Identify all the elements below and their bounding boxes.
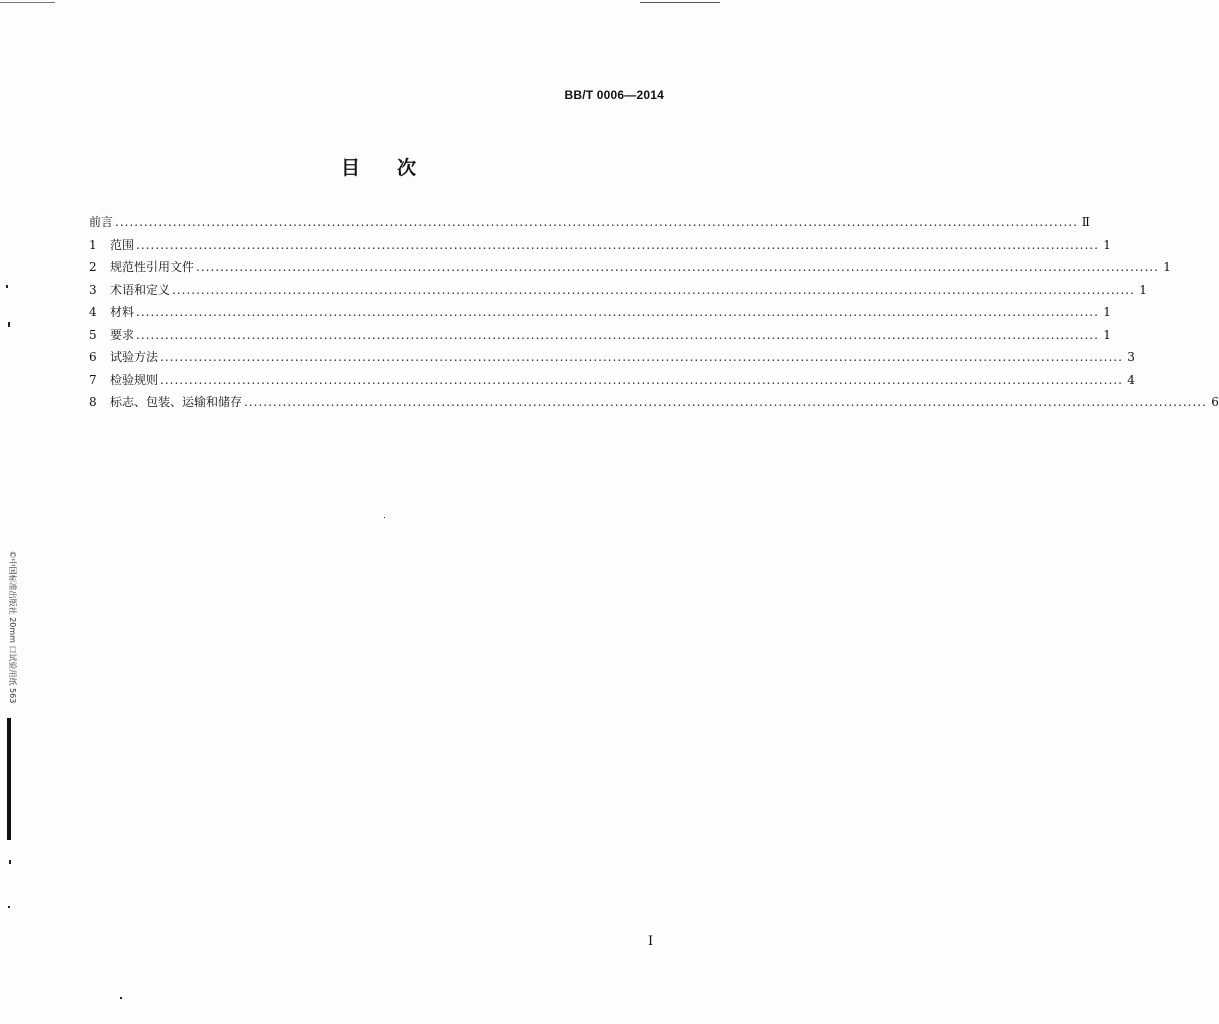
toc-entry-number: 2 [89, 260, 97, 274]
scan-speck [8, 322, 10, 327]
toc-entry-page: 4 [1127, 372, 1135, 387]
toc-entry-number: 8 [89, 395, 97, 409]
toc-entry-page: 3 [1127, 350, 1135, 364]
toc-entry-foreword[interactable] [89, 211, 1090, 234]
toc-entry-scope[interactable] [89, 234, 1111, 257]
toc-entry-label: 检验规则 [110, 372, 159, 387]
scan-speck [384, 517, 385, 518]
toc-entry-number: 1 [89, 237, 97, 252]
toc-leader-dots: ........................................................................................................................................................................................................ [136, 305, 1099, 319]
toc-entry-label: 术语和定义 [110, 282, 171, 297]
toc-leader-dots: ........................................................................................................................................................................................................ [136, 237, 1099, 252]
toc-entry-label: 规范性引用文件 [110, 260, 195, 274]
top-rule-right [640, 2, 720, 3]
toc-leader-dots: ........................................................................................................................................................................................................ [136, 327, 1099, 342]
toc-entry-label: 标志、包装、运输和储存 [110, 395, 243, 409]
toc-leader-dots: ........................................................................................................................................................................................................ [160, 350, 1123, 364]
toc-list [89, 211, 1219, 414]
toc-entry-requirements[interactable] [89, 324, 1111, 347]
toc-leader-dots: ........................................................................................................................................................................................................ [160, 372, 1123, 387]
toc-entry-page: Ⅱ [1081, 215, 1090, 229]
top-rule-left [0, 2, 55, 3]
toc-entry-inspection-rules[interactable] [89, 369, 1135, 392]
toc-leader-dots: ........................................................................................................................................................................................................ [196, 260, 1159, 274]
margin-stamp: ©中国标准出版社 20mm 口试验用纸 563 [8, 550, 17, 704]
toc-entry-page: 1 [1103, 327, 1111, 342]
toc-entry-page: 1 [1139, 282, 1147, 297]
toc-entry-normative-references[interactable] [89, 256, 1171, 279]
standard-code: BB/T 0006—2014 [564, 88, 664, 102]
toc-title-char-2: 次 [397, 157, 417, 179]
scan-speck [6, 285, 8, 288]
scan-artifact-bar [7, 718, 11, 840]
toc-leader-dots: ........................................................................................................................................................................................................ [115, 215, 1078, 229]
toc-entry-materials[interactable] [89, 301, 1111, 324]
toc-entry-number: 3 [89, 282, 97, 297]
toc-entry-label: 试验方法 [110, 350, 159, 364]
page-number: I [648, 934, 654, 949]
toc-entry-test-methods[interactable] [89, 346, 1135, 369]
scan-speck [8, 906, 10, 908]
toc-entry-label: 要求 [110, 327, 135, 342]
toc-entry-label: 范围 [110, 237, 135, 252]
toc-title-char-1: 目 [341, 157, 361, 179]
toc-entry-page: 1 [1103, 305, 1111, 319]
scan-speck [120, 997, 122, 999]
scan-speck [9, 860, 11, 864]
toc-entry-number: 7 [89, 372, 97, 387]
toc-leader-dots: ........................................................................................................................................................................................................ [172, 282, 1135, 297]
toc-entry-number: 4 [89, 305, 97, 319]
toc-entry-terms-definitions[interactable] [89, 279, 1147, 302]
toc-entry-page: 1 [1103, 237, 1111, 252]
toc-entry-number: 6 [89, 350, 97, 364]
toc-title [341, 156, 417, 180]
toc-entry-number: 5 [89, 327, 97, 342]
toc-entry-label: 材料 [110, 305, 135, 319]
toc-entry-page: 1 [1163, 260, 1171, 274]
toc-entry-page: 6 [1211, 395, 1219, 409]
toc-entry-marking-packaging[interactable] [89, 391, 1219, 414]
toc-entry-label: 前言 [89, 215, 114, 229]
toc-leader-dots: ........................................................................................................................................................................................................ [244, 395, 1207, 409]
